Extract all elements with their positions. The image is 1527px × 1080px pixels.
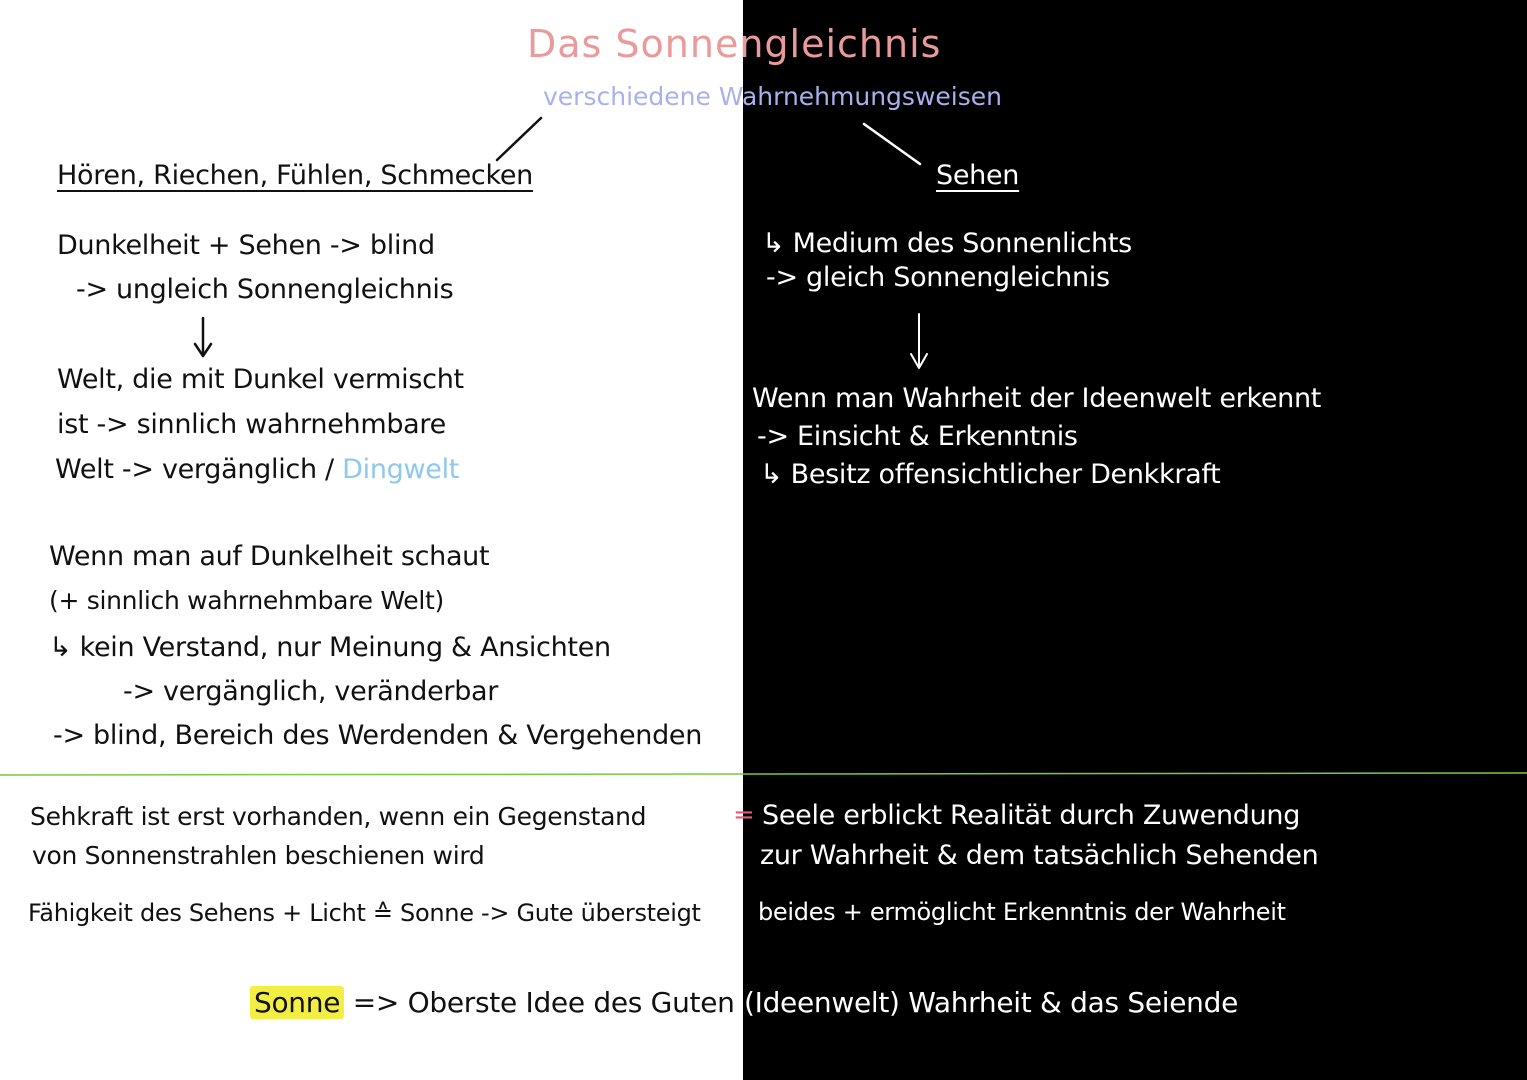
left-block2-line-5: -> blind, Bereich des Werdenden & Vergehenden bbox=[53, 720, 703, 751]
bottom-left-line-1: Sehkraft ist erst vorhanden, wenn ein Gegenstand bbox=[30, 802, 647, 831]
final-line-right: (Ideenwelt) Wahrheit & das Seiende bbox=[744, 986, 1239, 1019]
final-line-left-text: => Oberste Idee des Guten bbox=[352, 986, 735, 1019]
sonne-highlight: Sonne bbox=[250, 986, 344, 1019]
right-heading: Sehen bbox=[936, 160, 1020, 191]
right-line-2: -> gleich Sonnengleichnis bbox=[766, 262, 1110, 293]
bottom-right-line-1: Seele erblickt Realität durch Zuwendung bbox=[762, 800, 1301, 831]
bottom-row2-right: beides + ermöglicht Erkenntnis der Wahrheit bbox=[758, 898, 1286, 926]
right-line-5: ↳ Besitz offensichtlicher Denkkraft bbox=[760, 459, 1221, 490]
dingwelt-label: Dingwelt bbox=[342, 454, 460, 485]
left-line-2: -> ungleich Sonnengleichnis bbox=[76, 274, 454, 305]
right-line-4: -> Einsicht & Erkenntnis bbox=[757, 421, 1078, 452]
arrow-down-left-icon bbox=[195, 318, 211, 356]
left-line-5 bbox=[55, 454, 459, 485]
left-block2-line-3: ↳ kein Verstand, nur Meinung & Ansichten bbox=[49, 632, 611, 663]
left-line-5-text: Welt -> vergänglich / bbox=[55, 454, 334, 485]
left-line-3: Welt, die mit Dunkel vermischt bbox=[57, 364, 464, 395]
left-block2-line-2: (+ sinnlich wahrnehmbare Welt) bbox=[49, 586, 444, 615]
equals-sign: = bbox=[733, 800, 755, 830]
left-block2-line-4: -> vergänglich, veränderbar bbox=[123, 676, 499, 707]
page-title: Das Sonnengleichnis bbox=[527, 22, 942, 66]
left-line-1: Dunkelheit + Sehen -> blind bbox=[57, 230, 435, 261]
left-block2-line-1: Wenn man auf Dunkelheit schaut bbox=[49, 541, 490, 572]
bottom-left-line-2: von Sonnenstrahlen beschienen wird bbox=[32, 841, 485, 870]
left-line-4: ist -> sinnlich wahrnehmbare bbox=[57, 409, 446, 440]
page-subtitle: verschiedene Wahrnehmungsweisen bbox=[543, 82, 1002, 111]
right-line-3: Wenn man Wahrheit der Ideenwelt erkennt bbox=[752, 383, 1322, 414]
bottom-right-line-2: zur Wahrheit & dem tatsächlich Sehenden bbox=[760, 840, 1319, 871]
bottom-row2-left: Fähigkeit des Sehens + Licht ≙ Sonne -> Gute übersteigt bbox=[28, 899, 701, 927]
right-line-1: ↳ Medium des Sonnenlichts bbox=[762, 228, 1132, 259]
branch-line-left bbox=[497, 118, 541, 160]
final-line-left bbox=[250, 986, 735, 1019]
left-heading: Hören, Riechen, Fühlen, Schmecken bbox=[57, 160, 533, 191]
